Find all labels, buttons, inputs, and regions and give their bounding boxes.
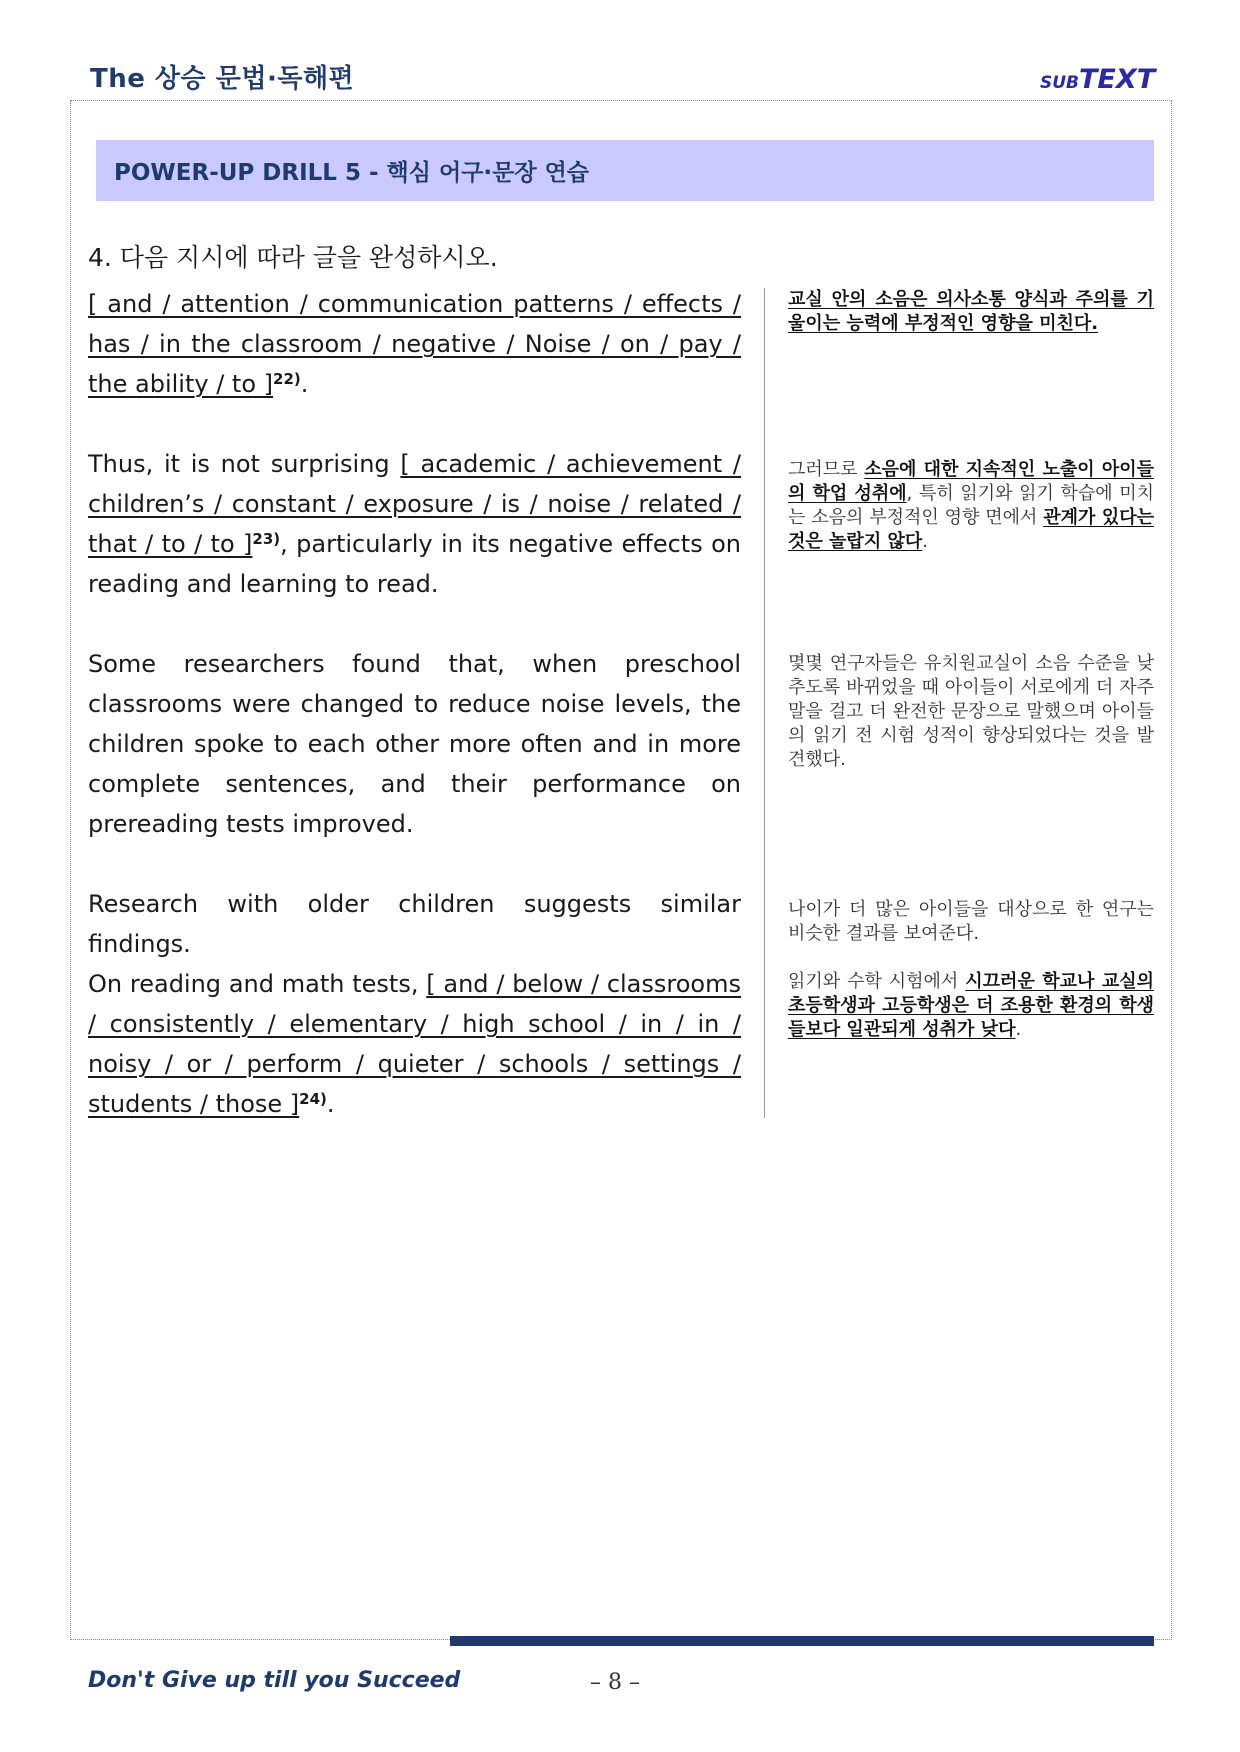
header-title: The 상승 문법·독해편	[90, 64, 355, 94]
korean-translation-4: 나이가 더 많은 아이들을 대상으로 한 연구는 비슷한 결과를 보여준다.	[788, 899, 1154, 944]
korean-translation-2: 그러므로 소음에 대한 지속적인 노출이 아이들의 학업 성취에, 특히 읽기와 읽기 학습에 미치는 소음의 부정적인 영향 면에서 관계가 있다는 것은 놀랍지 않다.	[788, 459, 1154, 552]
korean-translation-5: 읽기와 수학 시험에서 시끄러운 학교나 교실의 초등학생과 고등학생은 더 조용한 환경의 학생들보다 일관되게 성취가 낮다.	[788, 971, 1154, 1040]
footer-slogan: Don't Give up till you Succeed	[88, 1668, 461, 1693]
korean-key-phrase-1: 교실 안의 소음은 의사소통 양식과 주의를 기울이는 능력에 부정적인 영향을 미친다.	[788, 289, 1154, 334]
bracket-scramble-22: [ and / attention / communication patterns / effects / has / in the classroom / negative / Noise / on / pay / the ability / to ]	[88, 290, 741, 398]
question-prompt: 4. 다음 지시에 따라 글을 완성하시오.	[88, 243, 498, 272]
korean-key-phrase-2a: 소음에 대한 지속적인 노출이 아이들의 학업 성취에	[788, 459, 1154, 504]
brand-big: TEXT	[1079, 64, 1156, 95]
column-divider	[764, 288, 765, 1118]
korean-key-phrase-5: 시끄러운 학교나 교실의 초등학생과 고등학생은 더 조용한 환경의 학생들보다 일관되게 성취가 낮다	[788, 971, 1154, 1040]
english-paragraph-5: On reading and math tests, [ and / below / classrooms / consistently / elementary / high school / in / in / noisy / or / perform / quieter / schools / settings / students / those ]$^{24)}$.	[88, 970, 741, 1118]
page-number: – 8 –	[590, 1670, 640, 1695]
item-number-24: 24)	[299, 1090, 327, 1108]
korean-translation-1	[788, 288, 1154, 336]
english-paragraph-2: Thus, it is not surprising [ academic / achievement / children’s / constant / exposure / is / noise / related / that / to / to ]$^{23)}$, particularly in its negative effects on reading and learning to read.	[88, 450, 741, 598]
bracket-scramble-24: [ and / below / classrooms / consistently / elementary / high school / in / in / noisy / or / perform / quieter / schools / settings / students / those ]	[88, 970, 741, 1118]
item-number-22: 22)	[273, 370, 301, 388]
english-paragraph-4: Research with older children suggests similar findings.	[88, 890, 741, 958]
footer-bar	[450, 1636, 1154, 1646]
item-number-23: 23)	[252, 530, 281, 548]
korean-key-phrase-2b: 관계가 있다는 것은 놀랍지 않다	[788, 507, 1154, 552]
english-paragraph-3: Some researchers found that, when preschool classrooms were changed to reduce noise levels, the children spoke to each other more often and in more complete sentences, and their performance on prereading tests improved.	[88, 650, 741, 838]
brand-small: SUB	[1040, 73, 1080, 93]
drill-banner: POWER-UP DRILL 5 - 핵심 어구·문장 연습	[96, 140, 1154, 201]
korean-translation-3: 몇몇 연구자들은 유치원교실이 소음 수준을 낮추도록 바뀌었을 때 아이들이 서로에게 더 자주 말을 걸고 더 완전한 문장으로 말했으며 아이들의 읽기 전 시험 성적이 향상되었다는 것을 발견했다.	[788, 653, 1154, 770]
brand-logo	[1040, 64, 1155, 95]
english-paragraph-1: [ and / attention / communication patterns / effects / has / in the classroom / negative / Noise / on / pay / the ability / to ]$^{22)}$.	[88, 290, 741, 398]
bracket-scramble-23: [ academic / achievement / children’s / constant / exposure / is / noise / related / that / to / to ]	[88, 450, 741, 558]
